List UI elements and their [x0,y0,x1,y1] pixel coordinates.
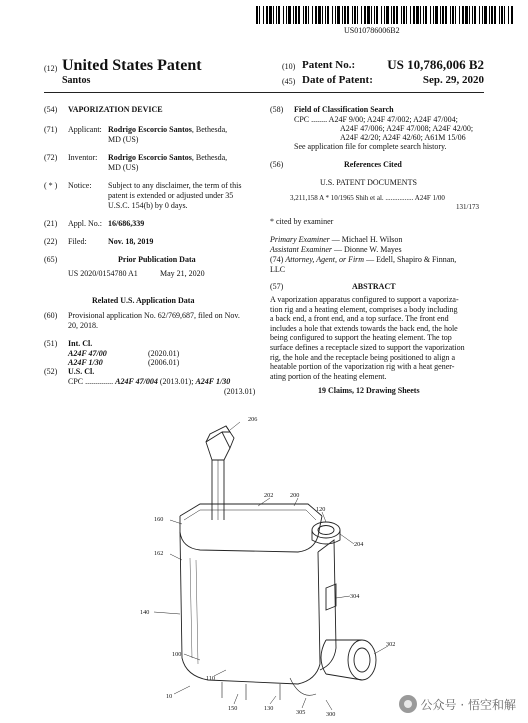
code-51: (51) [44,339,58,348]
applicant-location: MD (US) [108,135,139,144]
code-12: (12) [44,64,58,73]
us-patent-documents: U.S. PATENT DOCUMENTS [320,178,417,187]
related-data-heading: Related U.S. Application Data [92,296,195,305]
code-56: (56) [270,160,284,169]
attorney-line-2: LLC [270,265,286,274]
code-54: (54) [44,105,58,114]
code-notice: ( * ) [44,181,58,190]
classification-line-1: CPC ........ A24F 9/00; A24F 47/002; A24F 47/004; [294,115,458,124]
abstract-heading: ABSTRACT [352,282,396,291]
patent-drawing [130,408,400,718]
abstract-line: being configured to support the heating element. The top [270,333,452,343]
code-21: (21) [44,219,58,228]
label-100: 100 [172,651,182,658]
references-heading: References Cited [344,160,402,169]
code-22: (22) [44,237,58,246]
patent-number: US 10,786,006 B2 [387,57,484,72]
watermark-text: 公众号 · 悟空和解 [420,697,516,712]
cited-by-examiner: * cited by examiner [270,217,334,226]
notice-label: Notice: [68,181,92,190]
label-200: 200 [290,492,300,499]
label-140: 140 [140,609,150,616]
code-58: (58) [270,105,284,114]
code-60: (60) [44,311,58,320]
notice-line-2: patent is extended or adjusted under 35 [108,191,234,200]
barcode-number: US010786006B2 [344,26,400,35]
patent-title: United States Patent [62,57,202,74]
int-cl-date-2: (2006.01) [148,358,180,367]
us-cl-line: CPC .............. A24F 47/004 (2013.01); A24F 1/30 [68,377,231,386]
us-cl-date: (2013.01) [224,387,256,396]
claims-count: 19 Claims, 12 Drawing Sheets [318,386,420,395]
label-120: 120 [316,506,326,513]
us-cl-label: U.S. Cl. [68,367,95,376]
patent-date: Sep. 29, 2020 [422,74,484,86]
abstract-line: surface defines a receptacle sized to support the vaporization [270,342,465,352]
filed-label: Filed: [68,237,87,246]
code-71: (71) [44,125,58,134]
label-110: 110 [206,675,216,682]
int-cl-code-1: A24F 47/00 [68,349,107,358]
int-cl-label: Int. Cl. [68,339,93,348]
abstract-body [270,295,484,381]
heater-cap [348,640,376,680]
inventor-location: MD (US) [108,163,139,172]
classification-line-2: A24F 47/006; A24F 47/008; A24F 42/00; [340,124,474,133]
attorney: (74) Attorney, Agent, or Firm — Edell, Shapiro & Finnan, [270,255,457,264]
notice-line-3: U.S.C. 154(b) by 0 days. [108,201,188,210]
code-10: (10) [282,62,296,71]
reference-entry: 3,211,158 A * 10/1965 Shih et al. ................ A24F 1/00 [290,194,445,202]
abstract-line: a back end, a front end, and a top surface. The front end [270,314,449,324]
header-rule [44,92,484,93]
int-cl-date-1: (2020.01) [148,349,180,358]
prior-publication-date: May 21, 2020 [160,269,205,278]
label-300: 300 [326,711,336,718]
watermark [399,695,516,713]
assistant-examiner: Assistant Examiner — Dionne W. Mayes [270,245,402,254]
label-10: 10 [166,693,173,700]
receptacle-ring [312,522,340,538]
label-130: 130 [264,705,274,712]
barcode [256,6,514,24]
abstract-line: rig, the hole and the receptacle being positioned to align a [270,352,456,362]
code-65: (65) [44,255,58,264]
primary-examiner: Primary Examiner — Michael H. Wilson [270,235,403,244]
provisional-line-1: Provisional application No. 62/769,687, filed on Nov. [68,311,240,320]
body-front [180,532,320,684]
code-72: (72) [44,153,58,162]
notice-line-1: Subject to any disclaimer, the term of this [108,181,242,190]
label-160: 160 [154,516,164,523]
code-45: (45) [282,77,296,86]
label-162: 162 [154,550,164,557]
abstract-line: heatable portion of the vaporization rig with a heat gener- [270,362,455,372]
classification-line-3: A24F 42/20; A24F 42/60; A61M 15/06 [340,133,466,142]
patent-author: Santos [62,75,91,86]
barcode-bar [511,6,513,24]
reference-class: 131/173 [456,203,479,211]
date-label: Date of Patent: [302,74,373,86]
applicant-value: Rodrigo Escorcio Santos, Bethesda, [108,125,228,134]
int-cl-code-2: A24F 1/30 [68,358,103,367]
abstract-line: A vaporization apparatus configured to support a vaporiza- [270,295,459,304]
label-304: 304 [350,593,360,600]
abstract-line: ating portion of the heating element. [270,371,387,381]
classification-line-4: See application file for complete search history. [294,142,447,151]
code-52: (52) [44,367,58,376]
appl-no-value: 16/686,339 [108,219,145,228]
abstract-line: includes a hole that extends towards the back end, the hole [270,323,458,333]
label-206: 206 [248,416,258,423]
label-202: 202 [264,492,274,499]
label-302: 302 [386,641,396,648]
wechat-icon [399,695,417,713]
body-side [318,540,336,670]
invention-title: VAPORIZATION DEVICE [68,105,163,114]
prior-publication-heading: Prior Publication Data [118,255,196,264]
applicant-label: Applicant: [68,125,102,134]
code-57: (57) [270,282,284,291]
prior-publication-number: US 2020/0154780 A1 [68,269,138,278]
label-305: 305 [296,709,306,716]
body-top-front [180,516,322,552]
filed-value: Nov. 18, 2019 [108,237,154,246]
classification-heading: Field of Classification Search [294,105,394,114]
provisional-line-2: 20, 2018. [68,321,98,330]
patent-no-label: Patent No.: [302,59,356,71]
appl-no-label: Appl. No.: [68,219,102,228]
stem-angled [206,432,230,460]
inventor-value: Rodrigo Escorcio Santos, Bethesda, [108,153,228,162]
inventor-label: Inventor: [68,153,98,162]
abstract-line: tion rig and a heating element, comprises a body including [270,304,458,314]
label-150: 150 [228,705,238,712]
label-204: 204 [354,541,364,548]
